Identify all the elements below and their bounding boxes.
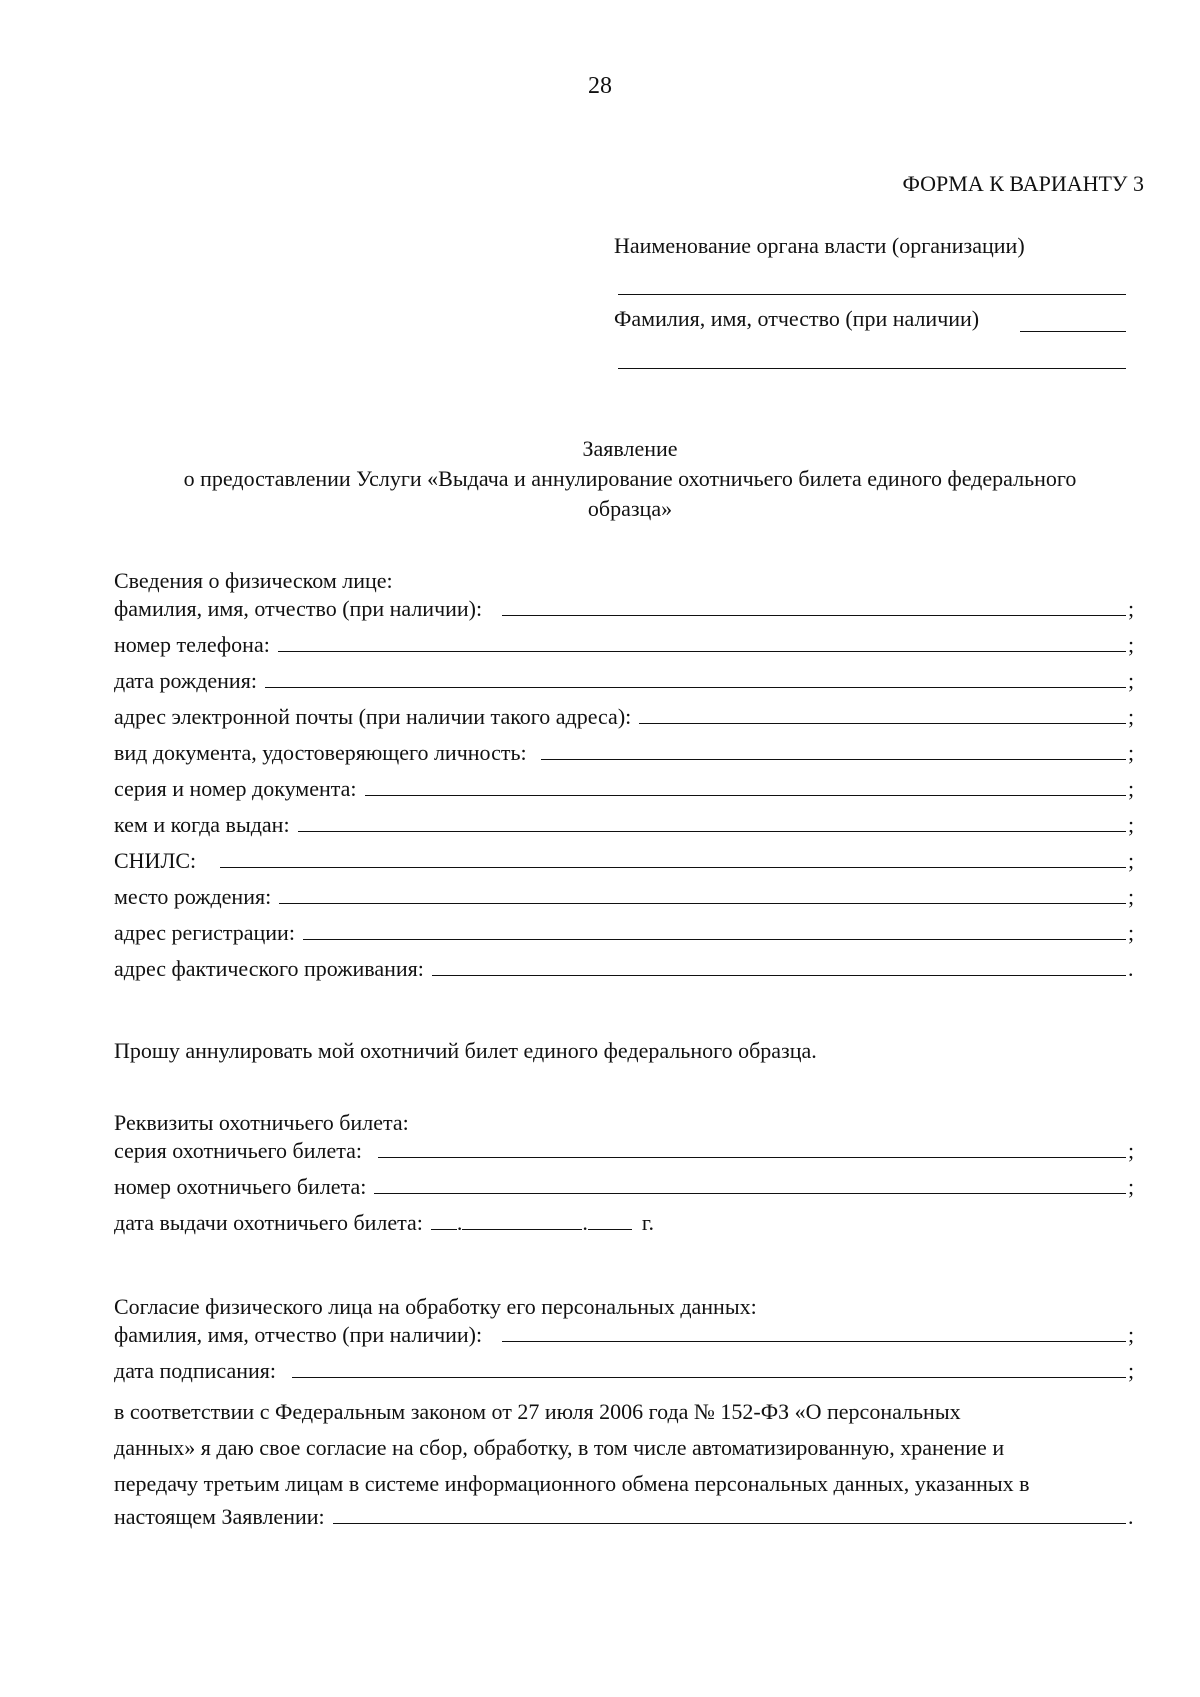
field-row-fio [114,592,1136,622]
field-row-id-doc-type [114,736,1136,766]
field-row-consent-fio [114,1318,1136,1348]
field-terminator: ; [1128,1322,1135,1347]
ticket-number-input-line[interactable] [374,1193,1126,1194]
field-row-actual-address [114,952,1136,982]
consent-data-input-line[interactable] [333,1523,1126,1524]
authority-input-line[interactable] [618,294,1126,295]
field-row-birth-date [114,664,1136,694]
field-label: номер охотничьего билета: [114,1174,367,1199]
document-title-subject-end: образца» [587,496,673,521]
document-title-heading: Заявление [582,436,678,461]
field-label: настоящем Заявлении: [114,1504,325,1529]
issue-month-input-line[interactable] [462,1229,582,1230]
snils-input-line[interactable] [220,867,1126,868]
applicant-fio-label: Фамилия, имя, отчество (при наличии) [614,306,980,331]
field-row-issued-by [114,808,1136,838]
field-label: место рождения: [114,884,272,909]
field-terminator: ; [1128,812,1135,837]
field-terminator: ; [1128,848,1135,873]
issued-by-input-line[interactable] [298,831,1126,832]
field-terminator: . [1128,1504,1134,1529]
registration-address-input-line[interactable] [303,939,1126,940]
field-label: кем и когда выдан: [114,812,290,837]
field-terminator: ; [1128,632,1135,657]
field-terminator: ; [1128,884,1135,909]
field-row-ticket-series [114,1134,1136,1164]
id-doc-type-input-line[interactable] [541,759,1126,760]
field-row-registration-address [114,916,1136,946]
field-label: фамилия, имя, отчество (при наличии): [114,1322,483,1347]
field-label: фамилия, имя, отчество (при наличии): [114,596,483,621]
field-row-snils [114,844,1136,874]
field-terminator: ; [1128,1138,1135,1163]
doc-number-input-line[interactable] [365,795,1126,796]
field-terminator: ; [1128,776,1135,801]
birth-place-input-line[interactable] [279,903,1126,904]
form-variant-title: ФОРМА К ВАРИАНТУ 3 [902,171,1144,196]
phone-input-line[interactable] [278,651,1126,652]
applicant-fio-input-line[interactable] [1020,331,1126,332]
field-label: серия и номер документа: [114,776,357,801]
email-input-line[interactable] [639,723,1126,724]
date-separator: . [456,1210,463,1235]
field-row-ticket-issue-date [114,1206,654,1236]
field-label: адрес электронной почты (при наличии такого адреса): [114,704,632,729]
request-statement: Прошу аннулировать мой охотничий билет единого федерального образца. [114,1038,817,1063]
field-row-ticket-number [114,1170,1136,1200]
field-row-consent-data [114,1500,1136,1530]
fio-input-line[interactable] [502,615,1126,616]
actual-address-input-line[interactable] [432,975,1126,976]
page-number: 28 [588,73,612,99]
consent-fio-input-line[interactable] [502,1341,1126,1342]
year-suffix: г. [641,1210,654,1235]
field-label: адрес фактического проживания: [114,956,424,981]
field-terminator: . [1128,956,1134,981]
field-label: номер телефона: [114,632,270,657]
consent-text-line: передачу третьим лицам в системе информационного обмена персональных данных, указанных в [114,1471,1030,1496]
personal-info-heading: Сведения о физическом лице: [114,568,393,593]
birth-date-input-line[interactable] [265,687,1126,688]
issue-day-input-line[interactable] [431,1229,457,1230]
field-label: СНИЛС: [114,848,197,873]
field-terminator: ; [1128,920,1135,945]
field-row-email [114,700,1136,730]
field-terminator: ; [1128,740,1135,765]
field-row-birth-place [114,880,1136,910]
document-title [0,434,1200,524]
field-label: серия охотничьего билета: [114,1138,362,1163]
field-terminator: ; [1128,1358,1135,1383]
consent-paragraph [114,1394,1136,1502]
document-title-subject: о предоставлении Услуги «Выдача и аннулирование охотничьего билета единого федерального [183,466,1077,491]
field-label: дата выдачи охотничьего билета: [114,1210,423,1235]
issue-year-input-line[interactable] [588,1229,632,1230]
date-separator: . [582,1210,588,1235]
ticket-details-heading: Реквизиты охотничьего билета: [114,1110,409,1135]
field-label: вид документа, удостоверяющего личность: [114,740,527,765]
field-terminator: ; [1128,704,1135,729]
consent-text-line: в соответствии с Федеральным законом от 27 июля 2006 года № 152-ФЗ «О персональных [114,1399,961,1424]
authority-label: Наименование органа власти (организации) [614,233,1025,258]
field-label: дата рождения: [114,668,257,693]
field-row-sign-date [114,1354,1136,1384]
field-row-phone [114,628,1136,658]
field-terminator: ; [1128,1174,1135,1199]
field-terminator: ; [1128,668,1135,693]
consent-text-line: данных» я даю свое согласие на сбор, обработку, в том числе автоматизированную, хранение и [114,1435,1005,1460]
consent-heading: Согласие физического лица на обработку его персональных данных: [114,1294,757,1319]
field-label: адрес регистрации: [114,920,295,945]
applicant-fio-continuation-line[interactable] [618,368,1126,369]
field-terminator: ; [1128,596,1135,621]
ticket-series-input-line[interactable] [378,1157,1126,1158]
field-label: дата подписания: [114,1358,276,1383]
sign-date-input-line[interactable] [292,1377,1126,1378]
field-row-doc-number [114,772,1136,802]
